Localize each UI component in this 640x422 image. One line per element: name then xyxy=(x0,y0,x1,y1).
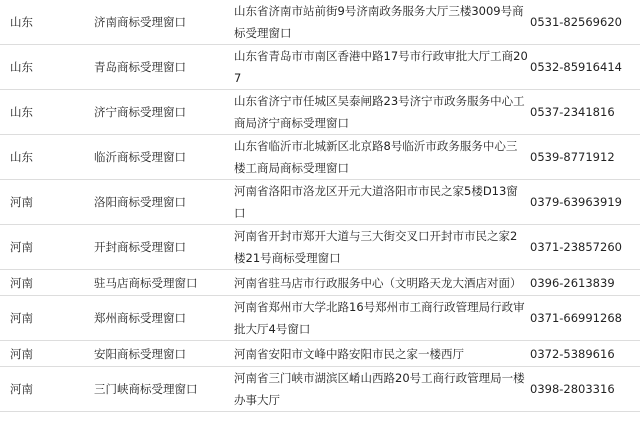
address-cell: 河南省郑州市大学北路16号郑州市工商行政管理局行政审批大厅4号窗口 xyxy=(230,296,528,341)
office-name-cell: 安阳商标受理窗口 xyxy=(90,341,230,367)
address-cell: 山东省临沂市北城新区北京路8号临沂市政务服务中心三楼工商局商标受理窗口 xyxy=(230,135,528,180)
province-cell: 山东 xyxy=(0,45,90,90)
address-cell: 山东省济宁市任城区吴泰闸路23号济宁市政务服务中心工商局济宁商标受理窗口 xyxy=(230,90,528,135)
province-cell: 河南 xyxy=(0,296,90,341)
table-row xyxy=(0,180,640,225)
office-name-cell: 开封商标受理窗口 xyxy=(90,225,230,270)
table-row xyxy=(0,135,640,180)
table-row xyxy=(0,90,640,135)
table-row xyxy=(0,296,640,341)
phone-cell: 0371-66991268 xyxy=(528,296,640,341)
phone-cell: 0532-85916414 xyxy=(528,45,640,90)
address-cell: 河南省驻马店市行政服务中心（文明路天龙大酒店对面） xyxy=(230,270,528,296)
phone-cell: 0396-2613839 xyxy=(528,270,640,296)
phone-cell: 0379-63963919 xyxy=(528,180,640,225)
phone-cell: 0371-23857260 xyxy=(528,225,640,270)
province-cell: 河南 xyxy=(0,367,90,412)
address-cell: 河南省三门峡市湖滨区崤山西路20号工商行政管理局一楼办事大厅 xyxy=(230,367,528,412)
province-cell: 河南 xyxy=(0,225,90,270)
address-cell: 河南省开封市郑开大道与三大街交叉口开封市市民之家2楼21号商标受理窗口 xyxy=(230,225,528,270)
province-cell: 河南 xyxy=(0,270,90,296)
phone-cell: 0531-82569620 xyxy=(528,0,640,45)
province-cell: 山东 xyxy=(0,90,90,135)
table-row xyxy=(0,367,640,412)
phone-cell: 0539-8771912 xyxy=(528,135,640,180)
address-cell: 山东省青岛市市南区香港中路17号市行政审批大厅工商207 xyxy=(230,45,528,90)
table-row xyxy=(0,0,640,45)
phone-cell: 0398-2803316 xyxy=(528,367,640,412)
table-row xyxy=(0,45,640,90)
phone-cell: 0372-5389616 xyxy=(528,341,640,367)
office-name-cell: 临沂商标受理窗口 xyxy=(90,135,230,180)
office-name-cell: 济宁商标受理窗口 xyxy=(90,90,230,135)
table-row xyxy=(0,270,640,296)
office-name-cell: 郑州商标受理窗口 xyxy=(90,296,230,341)
office-name-cell: 洛阳商标受理窗口 xyxy=(90,180,230,225)
province-cell: 山东 xyxy=(0,135,90,180)
office-name-cell: 青岛商标受理窗口 xyxy=(90,45,230,90)
province-cell: 河南 xyxy=(0,341,90,367)
address-cell: 河南省安阳市文峰中路安阳市民之家一楼西厅 xyxy=(230,341,528,367)
address-cell: 山东省济南市站前街9号济南政务服务大厅三楼3009号商标受理窗口 xyxy=(230,0,528,45)
province-cell: 山东 xyxy=(0,0,90,45)
office-name-cell: 济南商标受理窗口 xyxy=(90,0,230,45)
table-row xyxy=(0,225,640,270)
table-row xyxy=(0,341,640,367)
phone-cell: 0537-2341816 xyxy=(528,90,640,135)
address-cell: 河南省洛阳市洛龙区开元大道洛阳市市民之家5楼D13窗口 xyxy=(230,180,528,225)
province-cell: 河南 xyxy=(0,180,90,225)
office-name-cell: 驻马店商标受理窗口 xyxy=(90,270,230,296)
office-name-cell: 三门峡商标受理窗口 xyxy=(90,367,230,412)
